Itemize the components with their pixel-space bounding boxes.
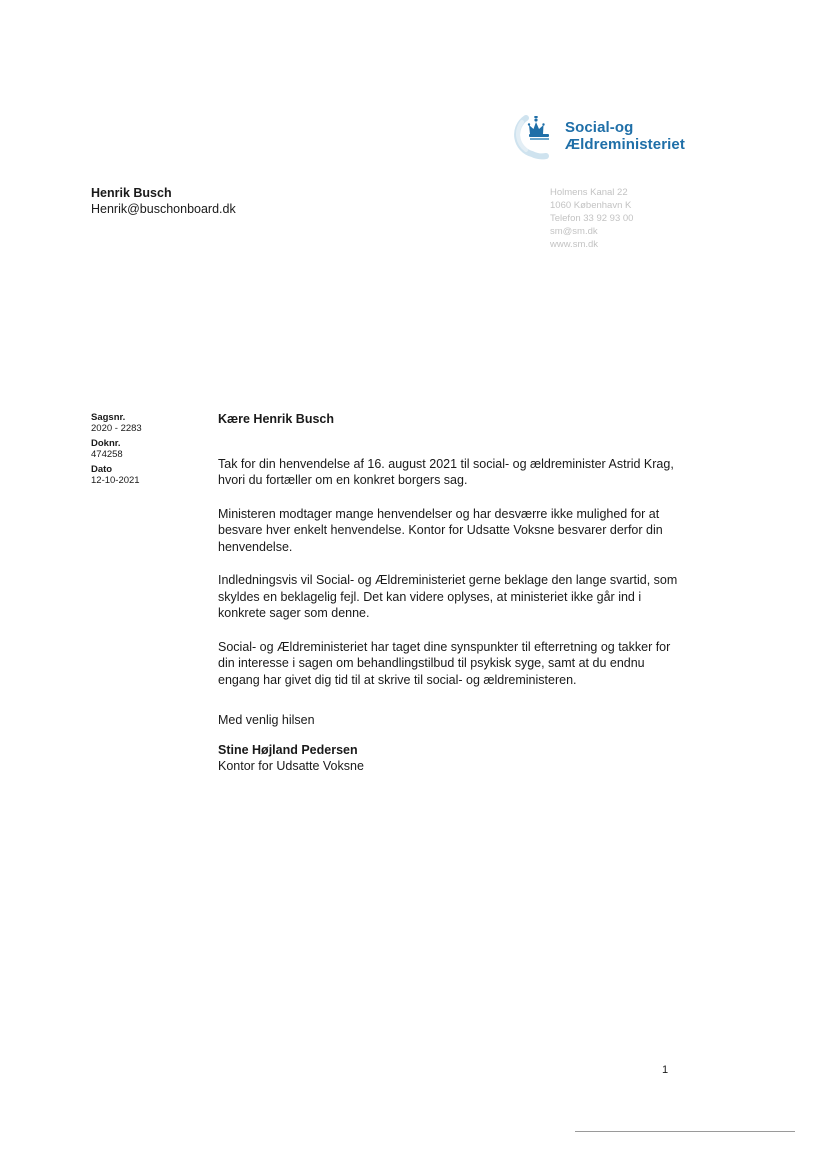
letter-paragraph: Tak for din henvendelse af 16. august 2021 til social- og ældreminister Astrid Krag, hvori du fortæller om en konkret borgers sag.	[218, 456, 674, 487]
ministry-logo	[510, 110, 700, 162]
case-number-group	[91, 413, 142, 434]
letter-body	[218, 411, 688, 775]
signer-name: Stine Højland Pedersen	[218, 742, 358, 757]
crown-emblem-icon	[510, 110, 564, 160]
case-number-value: 2020 - 2283	[91, 422, 142, 434]
case-number-label: Sagsnr.	[91, 412, 126, 423]
letter-paragraph: Indledningsvis vil Social- og Ældreministeriet gerne beklage den lange svartid, som skyldes en beklagelig fejl. Det kan videre oplyses, at ministeriet ikke går ind i konkrete sager som denne.	[218, 573, 678, 620]
address-city: 1060 København K	[550, 200, 632, 211]
doc-number-group	[91, 439, 142, 460]
date-label: Dato	[91, 464, 113, 475]
letter-greeting: Kære Henrik Busch	[218, 412, 335, 426]
page-number: 1	[662, 1064, 669, 1076]
date-value: 12-10-2021	[91, 474, 140, 486]
address-web: www.sm.dk	[550, 239, 599, 250]
address-phone: Telefon 33 92 93 00	[550, 213, 634, 224]
logo-text-line-2: Ældreministeriet	[565, 136, 685, 153]
letter-closing: Med venlig hilsen	[218, 713, 315, 727]
letter-paragraph: Ministeren modtager mange henvendelser og har desværre ikke mulighed for at besvare hver enkelt henvendelse. Kontor for Udsatte Voksne besvarer derfor din henvendelse.	[218, 506, 663, 554]
recipient-email: Henrik@buschonboard.dk	[91, 202, 236, 216]
recipient-block	[91, 185, 236, 217]
footer-divider	[575, 1131, 795, 1132]
doc-number-value: 474258	[91, 448, 123, 460]
case-meta	[91, 413, 142, 491]
letter-paragraph: Social- og Ældreministeriet har taget dine synspunkter til efterretning og takker for din interesse i sagen om behandlingstilbud til psykisk syge, samt at du endnu engang har givet dig tid til at skrive til social- og ældreministeren.	[218, 639, 671, 687]
ministry-address	[550, 186, 633, 251]
logo-text-line-1: Social-og	[565, 119, 634, 136]
address-email: sm@sm.dk	[550, 226, 598, 237]
date-group	[91, 465, 142, 486]
recipient-name: Henrik Busch	[91, 186, 172, 200]
signer-office: Kontor for Udsatte Voksne	[218, 759, 364, 773]
address-street: Holmens Kanal 22	[550, 187, 628, 198]
doc-number-label: Doknr.	[91, 438, 121, 449]
